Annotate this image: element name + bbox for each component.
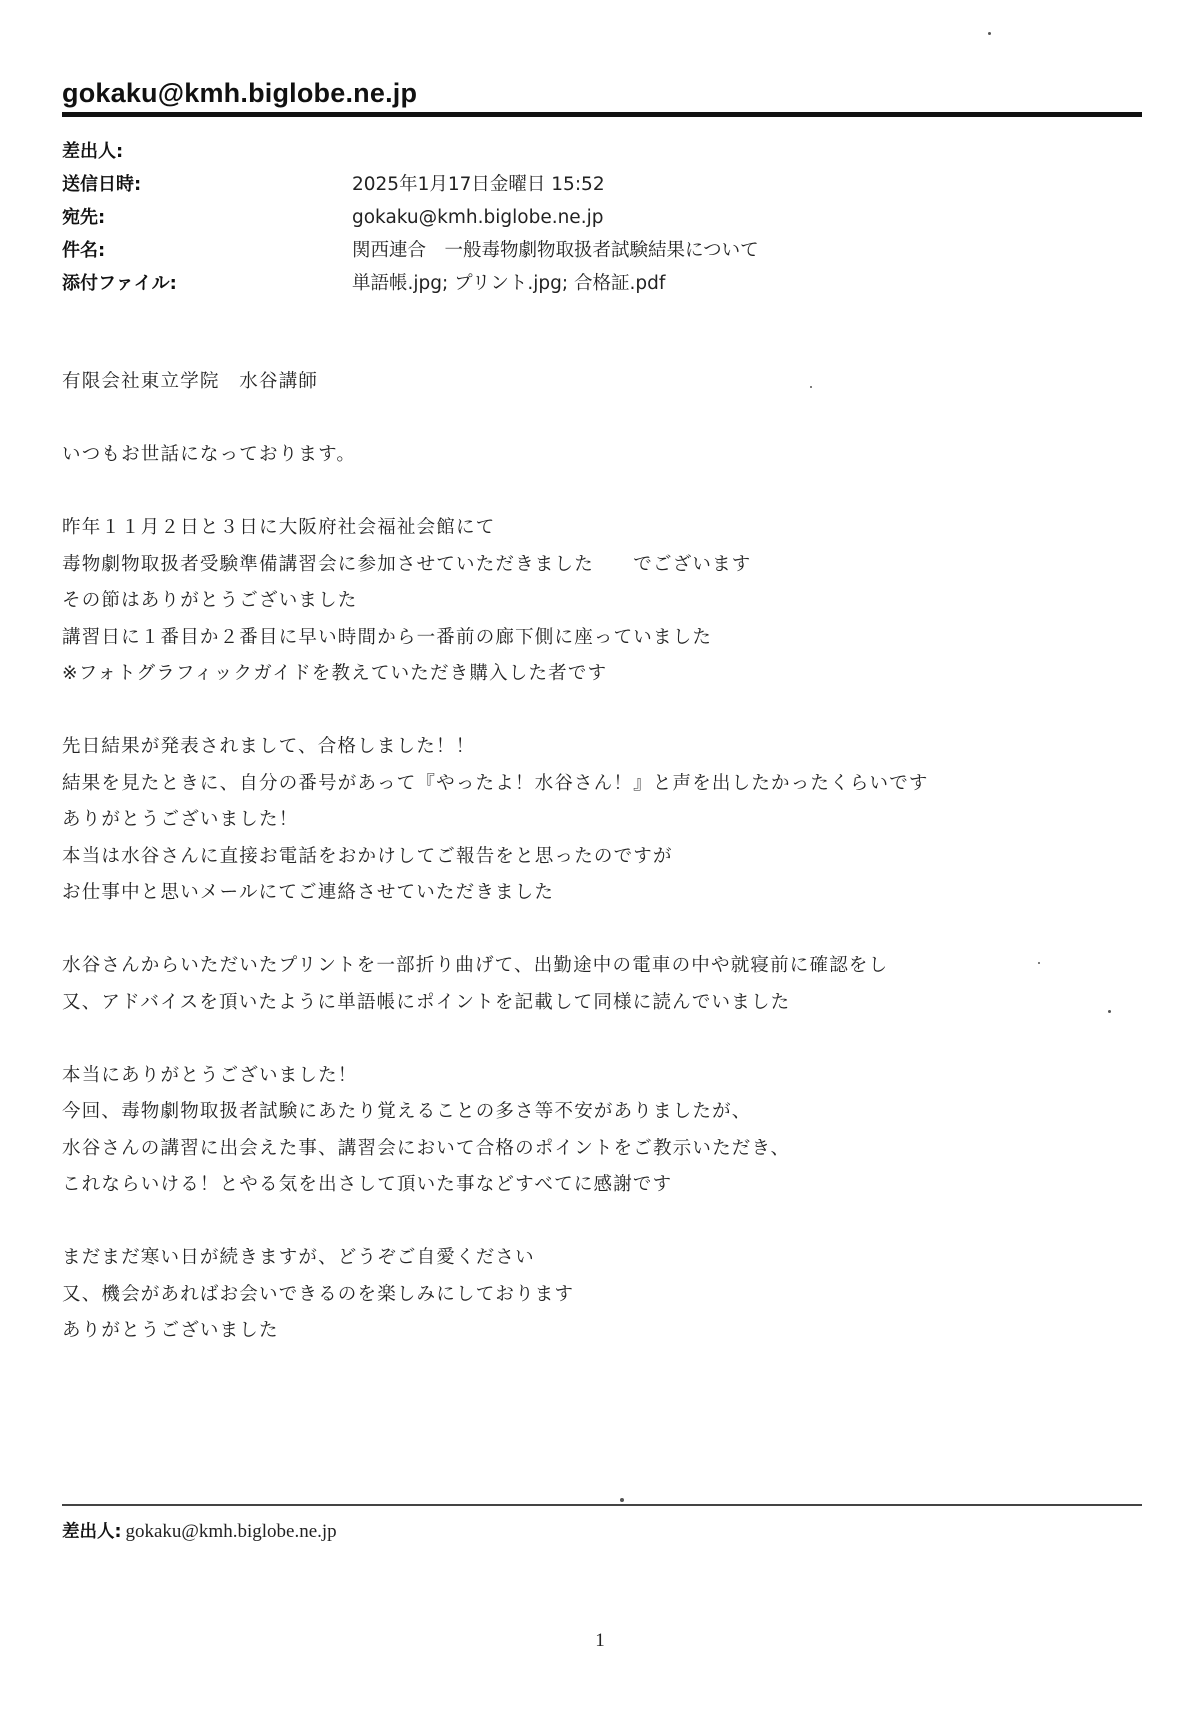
body-line: 又、アドバイスを頂いたように単語帳にポイントを記載して同様に読んでいました	[62, 991, 791, 1013]
scan-speck	[1038, 962, 1040, 964]
body-line: いつもお世話になっております。	[62, 444, 357, 465]
header-label-attachments: 添付ファイル:	[62, 273, 177, 294]
header-value-attachments: 単語帳.jpg; プリント.jpg; 合格証.pdf	[352, 273, 666, 294]
body-line: ※フォトグラフィックガイドを教えていただき購入した者です	[62, 663, 608, 684]
document-title: gokaku@kmh.biglobe.ne.jp	[62, 78, 418, 108]
body-line: 先日結果が発表されまして、合格しました！！	[62, 736, 476, 757]
body-line: ありがとうございました	[62, 1320, 279, 1341]
salutation-paragraph	[62, 364, 1122, 401]
footer-sender	[62, 1518, 337, 1543]
footer-label-from: 差出人:	[62, 1522, 122, 1542]
header-label-subject: 件名:	[62, 240, 106, 261]
header-label-from: 差出人:	[62, 141, 124, 162]
email-header	[62, 137, 1122, 302]
page-number: 1	[595, 1630, 605, 1651]
scan-speck	[988, 32, 991, 35]
header-value-to: gokaku@kmh.biglobe.ne.jp	[352, 207, 604, 228]
body-line: 今回、毒物劇物取扱者試験にあたり覚えることの多さ等不安がありましたが、	[62, 1101, 752, 1122]
body-line: これならいける！とやる気を出さして頂いた事などすべてに感謝です	[62, 1174, 673, 1195]
body-line: 結果を見たときに、自分の番号があって『やったよ！水谷さん！』と声を出したかったくらいです	[62, 772, 929, 794]
scan-speck	[620, 1498, 624, 1502]
body-line: まだまだ寒い日が続きますが、どうぞご自愛ください	[62, 1247, 535, 1268]
header-row-sent	[62, 170, 1122, 203]
header-value-sent: 2025年1月17日金曜日 15:52	[352, 174, 605, 195]
body-line: ありがとうございました！	[62, 809, 299, 830]
title-divider	[62, 112, 1142, 117]
body-line: その節はありがとうございました	[62, 590, 358, 611]
header-value-subject: 関西連合 一般毒物劇物取扱者試験結果について	[352, 240, 759, 261]
header-label-to: 宛先:	[62, 207, 106, 228]
body-line: 講習日に１番目か２番目に早い時間から一番前の廊下側に座っていました	[62, 626, 713, 648]
body-line: 水谷さんからいただいたプリントを一部折り曲げて、出勤途中の電車の中や就寝前に確認をし	[62, 955, 889, 976]
body-line: お仕事中と思いメールにてご連絡させていただきました	[62, 882, 555, 903]
scan-speck	[1108, 1010, 1111, 1013]
closing-paragraph	[62, 1240, 1122, 1350]
body-line: 昨年１１月２日と３日に大阪府社会福祉会館にて	[62, 517, 496, 538]
footer-divider	[62, 1504, 1142, 1506]
footer-value-from: gokaku@kmh.biglobe.ne.jp	[125, 1521, 337, 1542]
body-line: 毒物劇物取扱者受験準備講習会に参加させていただきました でございます	[62, 553, 752, 575]
email-body	[62, 364, 1122, 1350]
body-line: 本当は水谷さんに直接お電話をおかけしてご報告をと思ったのですが	[62, 845, 673, 867]
body-line: 又、機会があればお会いできるのを楽しみにしております	[62, 1283, 575, 1305]
study-paragraph	[62, 948, 1122, 1021]
header-label-sent: 送信日時:	[62, 174, 142, 195]
greeting-paragraph	[62, 437, 1122, 474]
header-row-to	[62, 203, 1122, 236]
scan-speck	[810, 386, 812, 388]
introduction-paragraph	[62, 510, 1122, 693]
body-line: 水谷さんの講習に出会えた事、講習会において合格のポイントをご教示いただき、	[62, 1137, 791, 1159]
header-row-attachments	[62, 269, 1122, 302]
header-row-subject	[62, 236, 1122, 269]
header-row-from	[62, 137, 1122, 170]
result-paragraph	[62, 729, 1122, 912]
thanks-paragraph	[62, 1058, 1122, 1204]
body-line: 本当にありがとうございました！	[62, 1064, 358, 1086]
body-line: 有限会社東立学院 水谷講師	[62, 371, 319, 392]
